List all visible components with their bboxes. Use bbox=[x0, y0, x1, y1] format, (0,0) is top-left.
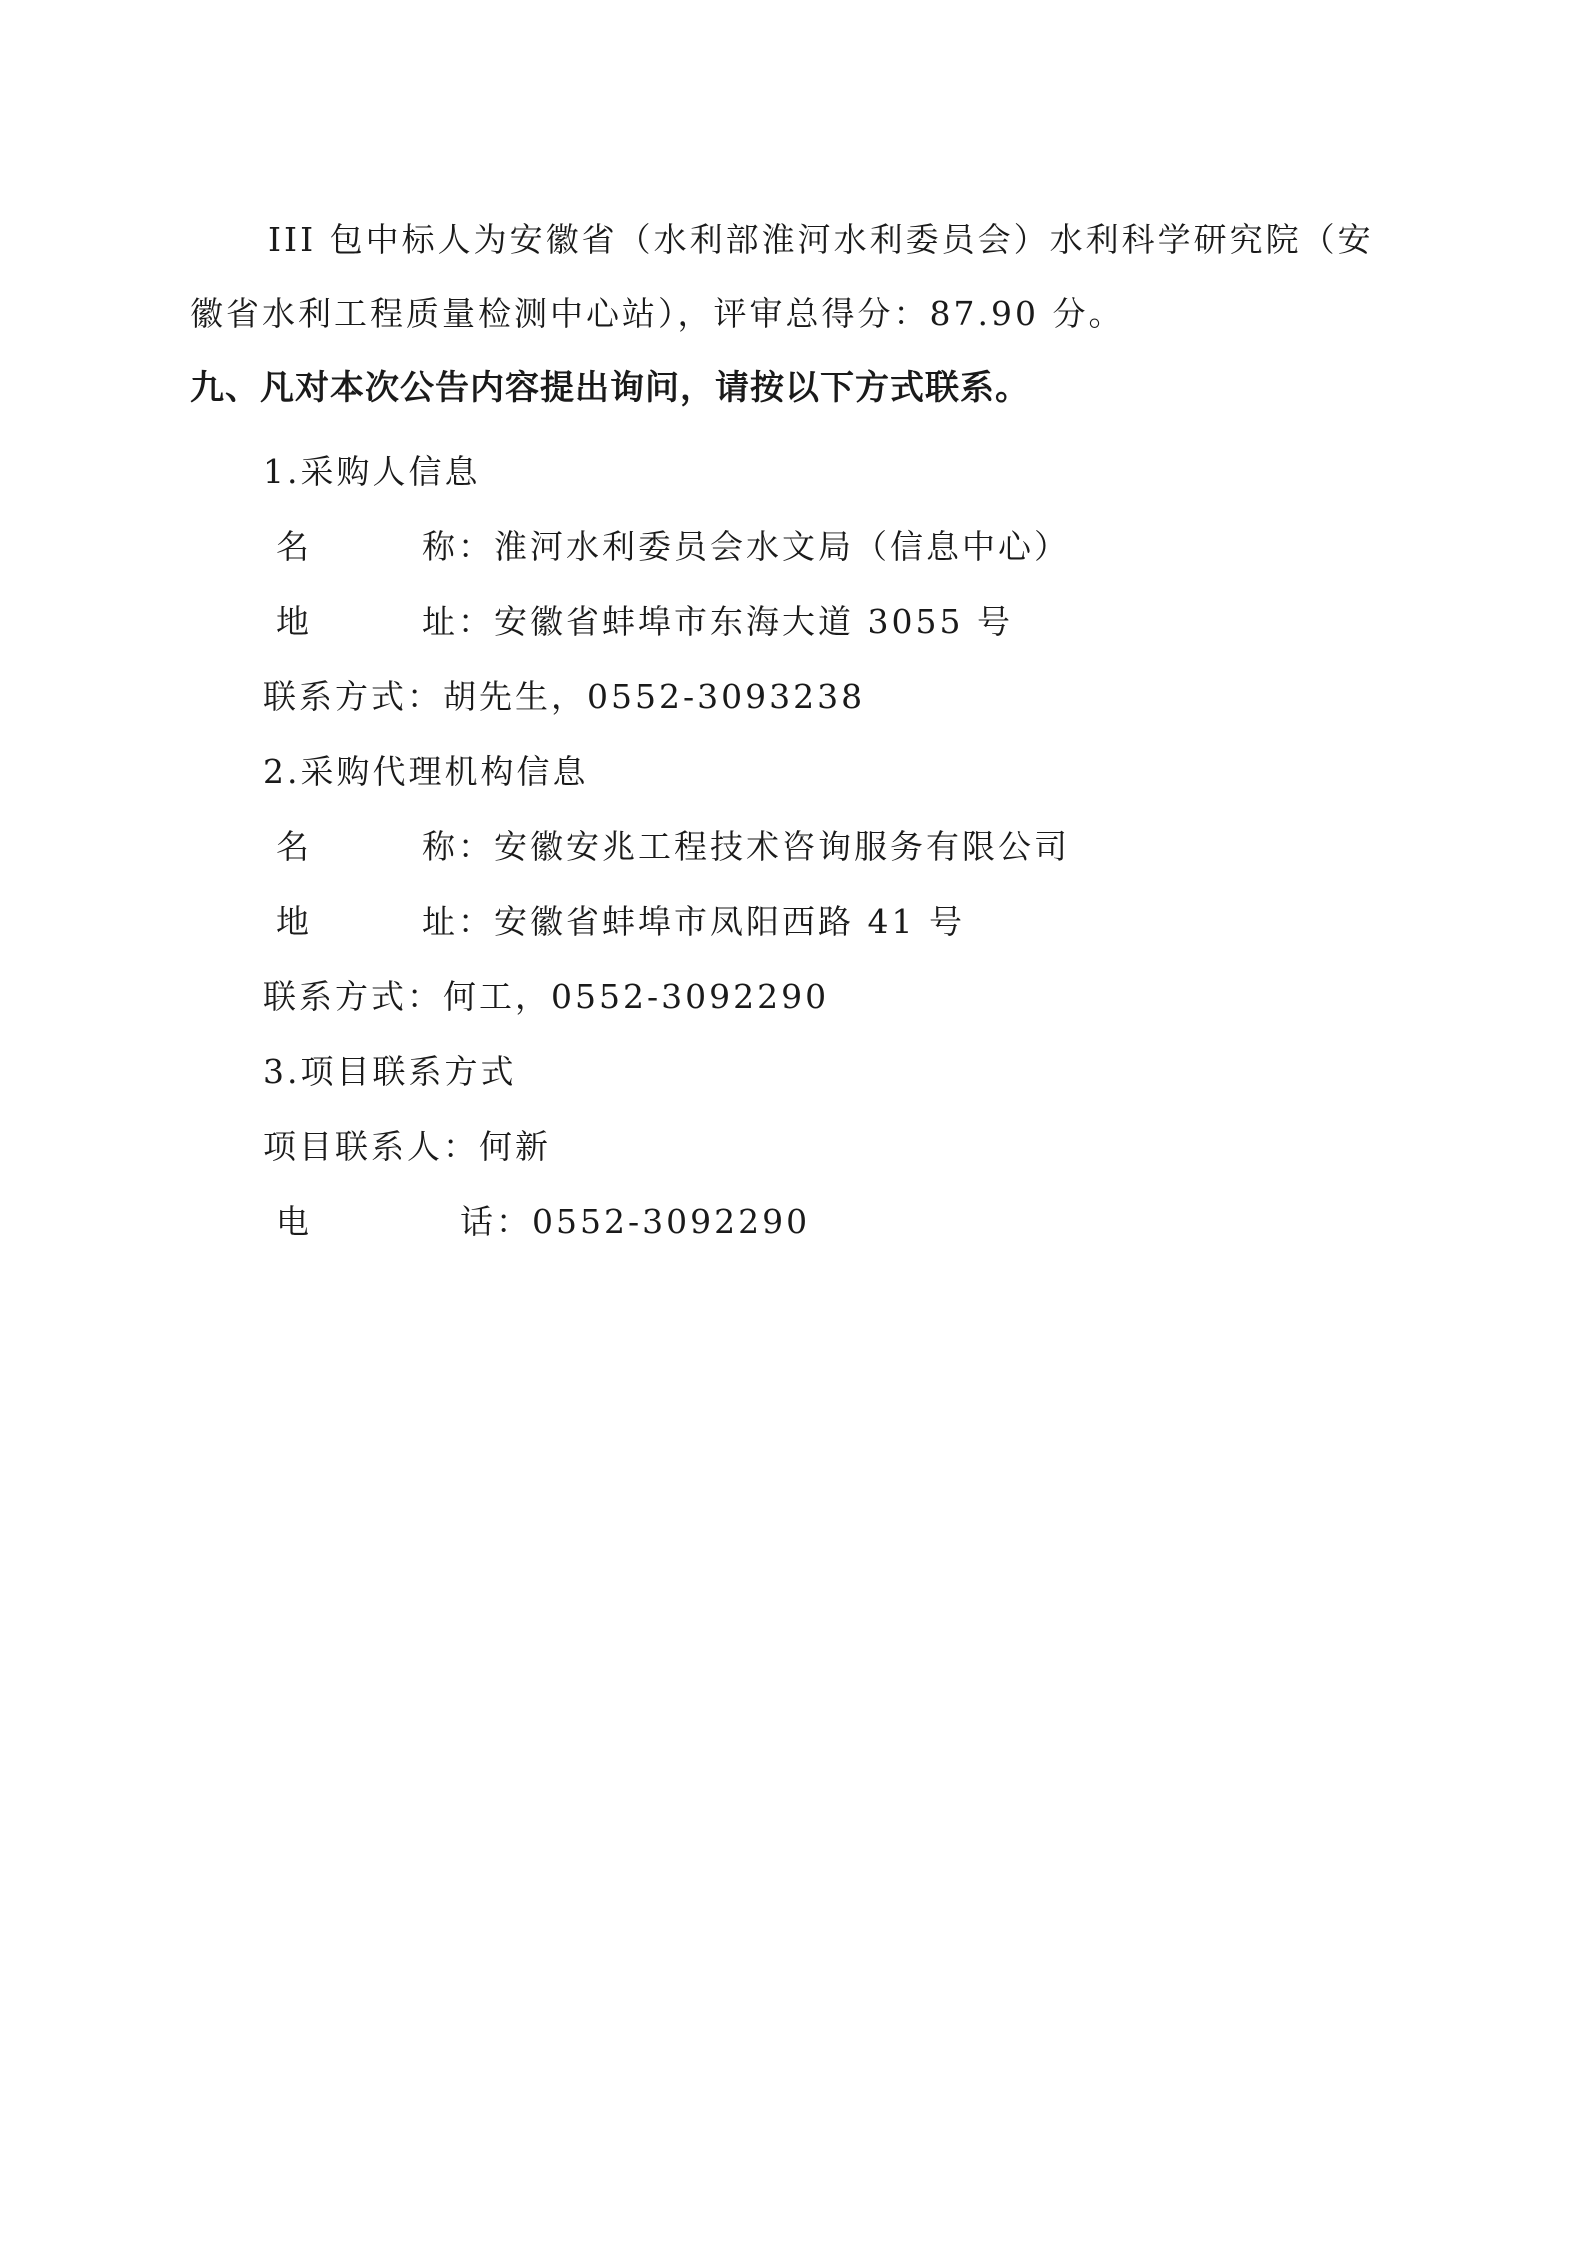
agency-name-value: 安徽安兆工程技术咨询服务有限公司 bbox=[494, 827, 1070, 866]
agency-address-label-b: 址： bbox=[422, 902, 494, 941]
award-paragraph-line-2: 徽省水利工程质量检测中心站），评审总得分：87.90 分。 bbox=[190, 294, 1125, 333]
agency-address-value: 安徽省蚌埠市凤阳西路 41 号 bbox=[494, 902, 965, 941]
purchaser-contact: 联系方式：胡先生，0552-3093238 bbox=[263, 677, 866, 716]
project-contact-person: 项目联系人：何新 bbox=[263, 1127, 551, 1166]
agency-name-label-a: 名 bbox=[276, 827, 312, 866]
agency-info-title: 2.采购代理机构信息 bbox=[263, 752, 589, 791]
purchaser-address-row bbox=[276, 600, 1013, 644]
project-contact-title: 3.项目联系方式 bbox=[263, 1052, 517, 1091]
project-tel-label-a: 电 bbox=[276, 1202, 312, 1241]
agency-name-label-b: 称： bbox=[422, 827, 494, 866]
purchaser-address-value: 安徽省蚌埠市东海大道 3055 号 bbox=[494, 602, 1013, 641]
agency-address-row bbox=[276, 900, 965, 944]
award-paragraph-line-1: III 包中标人为安徽省（水利部淮河水利委员会）水利科学研究院（安 bbox=[268, 220, 1374, 259]
purchaser-info-title: 1.采购人信息 bbox=[263, 452, 481, 491]
agency-contact: 联系方式：何工，0552-3092290 bbox=[263, 977, 830, 1016]
project-tel-label-b: 话： bbox=[460, 1202, 532, 1241]
purchaser-name-label-b: 称： bbox=[422, 527, 494, 566]
agency-name-row bbox=[276, 825, 1070, 869]
project-tel-value: 0552-3092290 bbox=[532, 1202, 811, 1241]
project-telephone-row bbox=[276, 1200, 810, 1244]
purchaser-address-label-b: 址： bbox=[422, 602, 494, 641]
purchaser-name-value: 淮河水利委员会水文局（信息中心） bbox=[494, 527, 1070, 566]
agency-address-label-a: 地 bbox=[276, 902, 312, 941]
purchaser-name-label-a: 名 bbox=[276, 527, 312, 566]
section-nine-heading: 九、凡对本次公告内容提出询问，请按以下方式联系。 bbox=[190, 368, 1030, 408]
purchaser-name-row bbox=[276, 525, 1070, 569]
purchaser-address-label-a: 地 bbox=[276, 602, 312, 641]
